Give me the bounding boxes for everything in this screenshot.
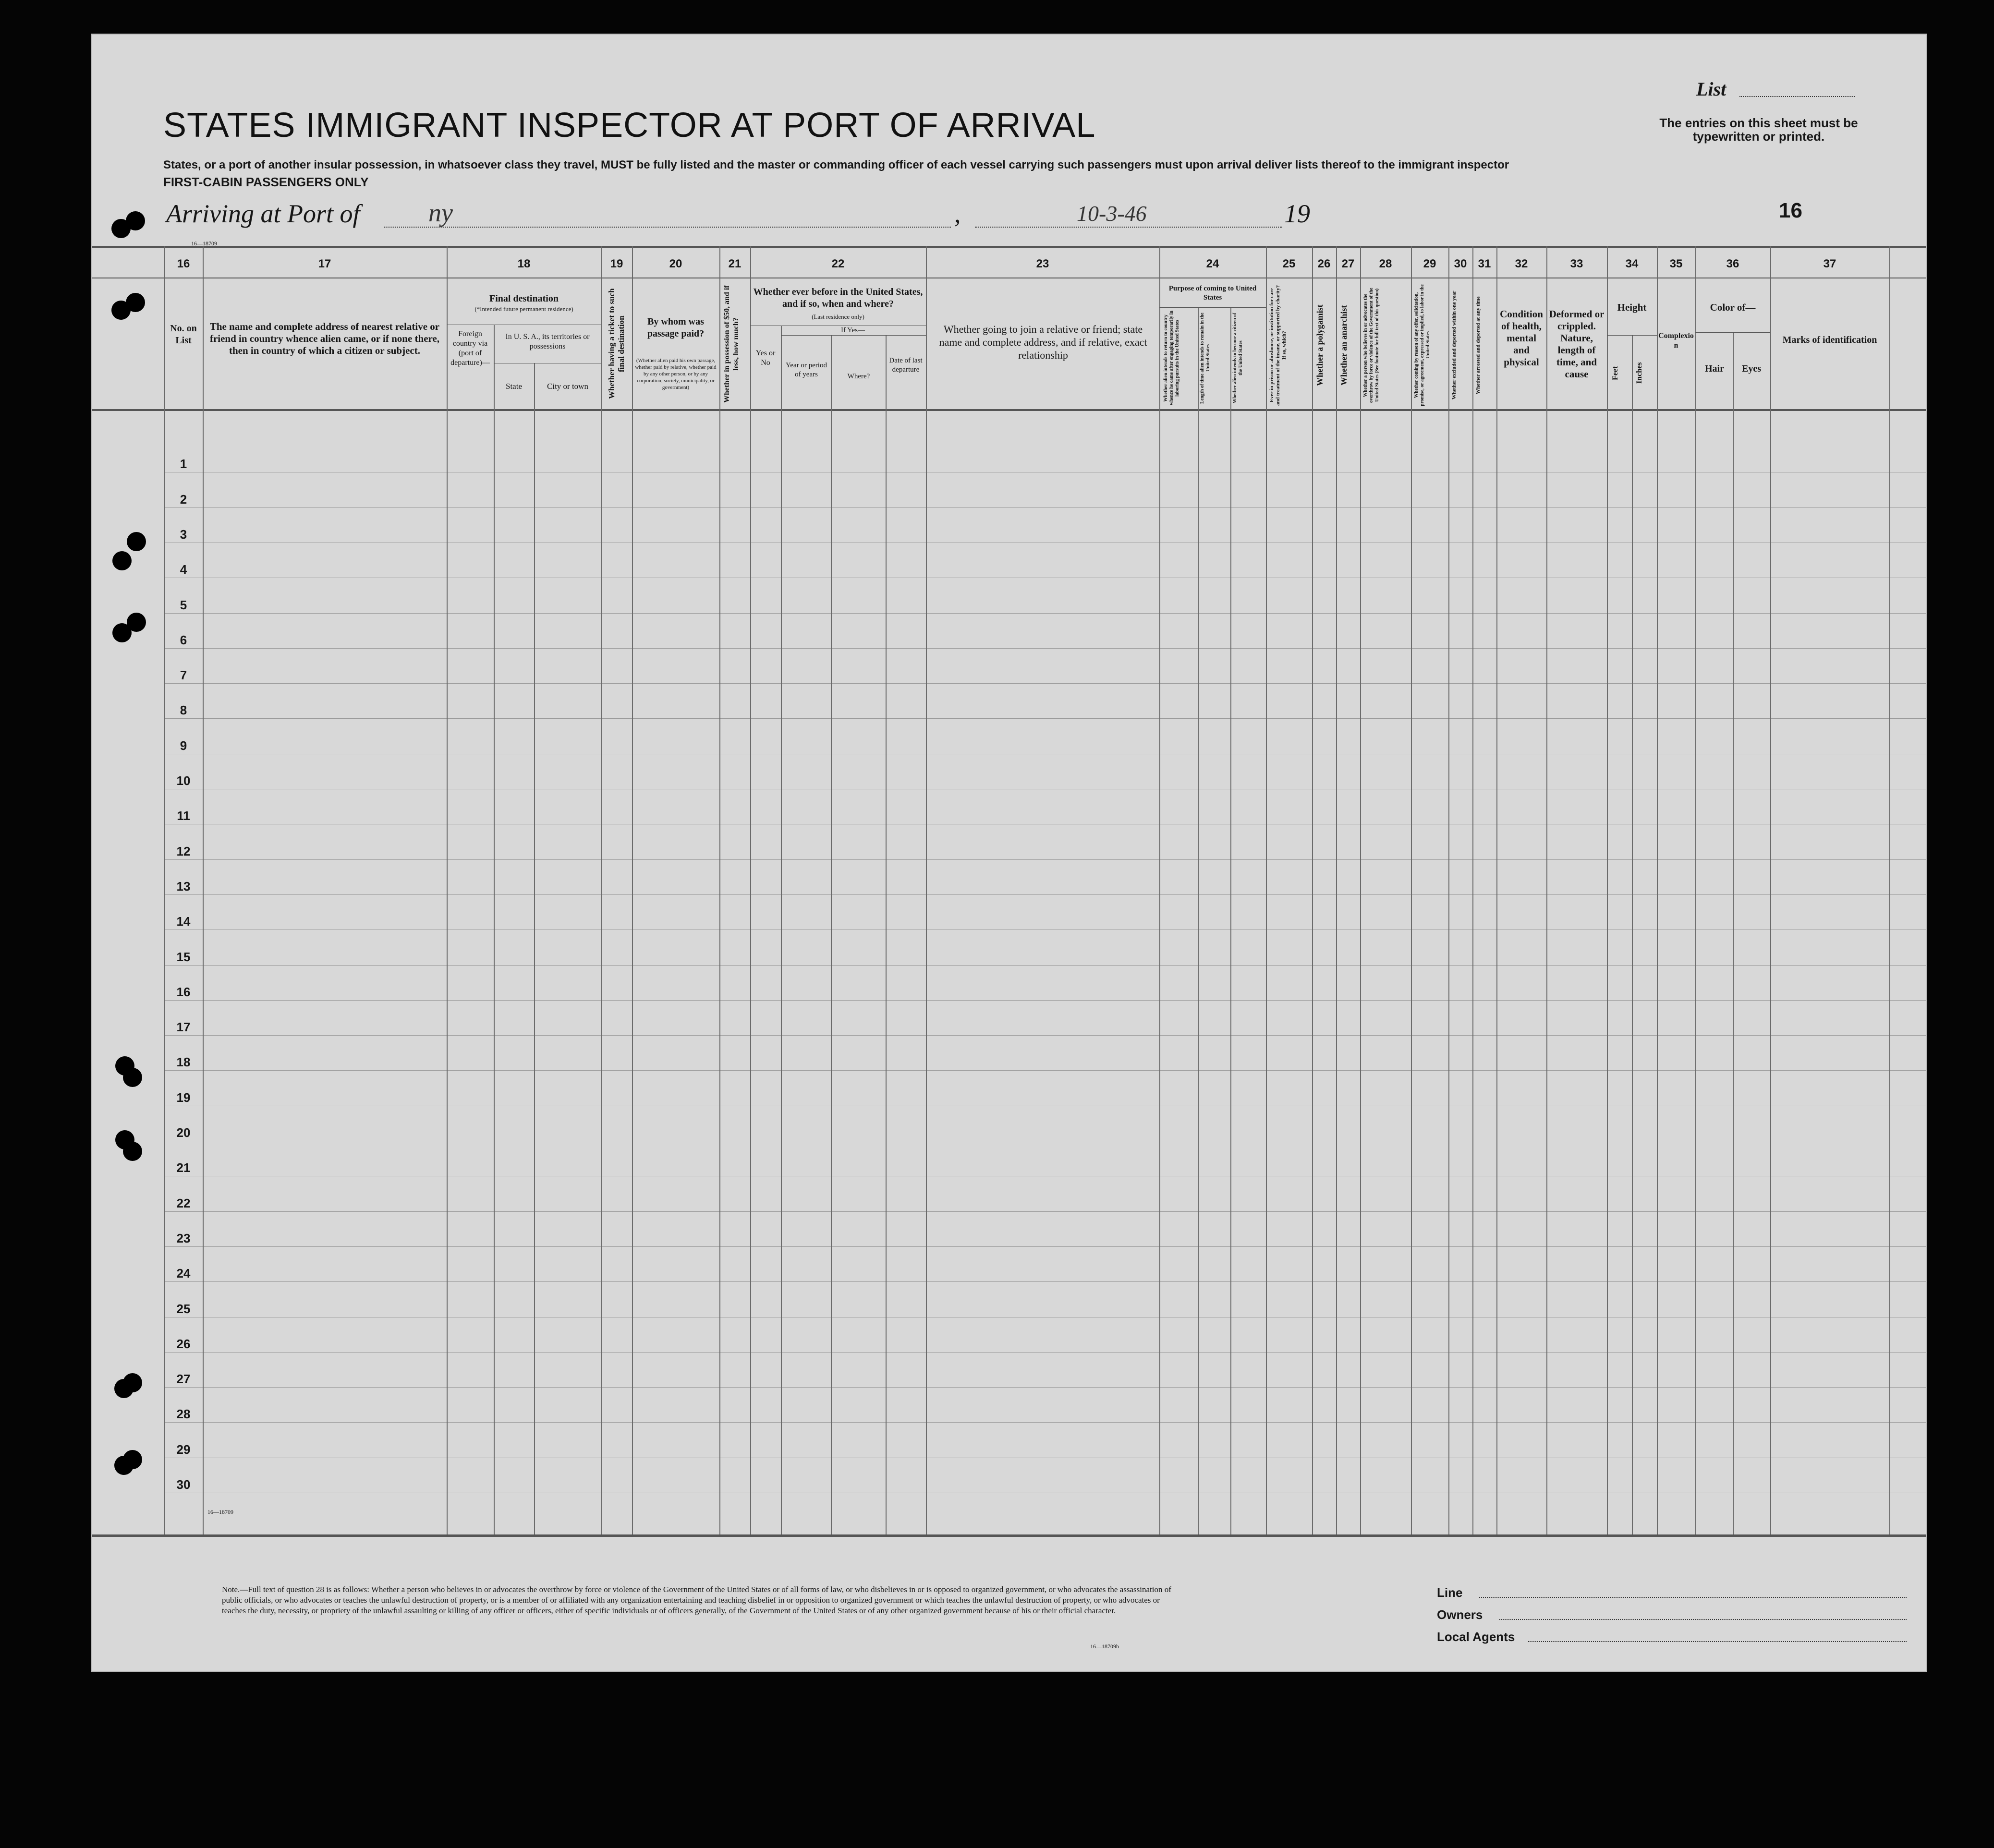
column-number: 16	[177, 257, 190, 270]
header-c31: Whether arrested and deported at any time	[1475, 296, 1481, 394]
column-rule	[1360, 246, 1361, 1534]
row-number: 15	[176, 949, 191, 964]
row-rule	[164, 1387, 1926, 1388]
header-c20-title: By whom was passage paid?	[647, 316, 705, 339]
row-rule	[164, 683, 1926, 684]
header-c18-foreign: Foreign country via (port of departure)—	[450, 330, 490, 367]
row-number: 25	[176, 1301, 191, 1316]
row-number: 5	[180, 597, 187, 612]
row-rule	[164, 1070, 1926, 1071]
c34-subdivider	[1607, 335, 1657, 336]
column-rule	[1448, 246, 1449, 1534]
column-rule	[1733, 332, 1734, 1534]
row-rule	[164, 1211, 1926, 1212]
header-c28: Whether a person who believes in or advocates the overthrow by force or violence of the Government of the United States (See footnote for full text of this question)	[1363, 288, 1380, 403]
column-number: 24	[1206, 257, 1219, 270]
column-rule	[1657, 246, 1658, 1534]
column-number: 26	[1317, 257, 1331, 270]
header-c35: Complexion	[1658, 332, 1694, 350]
column-number: 28	[1379, 257, 1392, 270]
header-c37: Marks of identification	[1782, 335, 1877, 345]
column-rule	[203, 246, 204, 1534]
header-c29: Whether coming by reason of any offer, solicitation, promise, or agreement, expressed or implied, to labor in the United States	[1414, 284, 1431, 406]
c24-subdivider	[1159, 307, 1266, 308]
column-rule	[494, 325, 495, 1534]
header-c33: Deformed or crippled. Nature, length of time, and cause	[1549, 308, 1605, 380]
local-agents-field[interactable]	[1528, 1641, 1907, 1642]
header-c22-ifyes: If Yes—	[840, 326, 865, 334]
c36-subdivider	[1695, 332, 1770, 333]
form-number-lower: 16—18709	[207, 1509, 233, 1515]
column-rule	[1607, 246, 1608, 1534]
arrival-date-value: 10-3-46	[1077, 201, 1147, 226]
row-number: 30	[176, 1477, 191, 1492]
header-c24-title: Purpose of coming to United States	[1168, 285, 1257, 302]
column-number: 21	[728, 257, 742, 270]
column-rule	[601, 246, 602, 1534]
column-number: 27	[1341, 257, 1355, 270]
column-rule	[1336, 246, 1337, 1534]
row-rule	[164, 613, 1926, 614]
header-c24-a: Whether alien intends to return to country whence he came after engaging temporarily in laboring pursuits in the United States	[1163, 311, 1180, 406]
column-rule	[1632, 335, 1633, 1534]
column-number: 31	[1478, 257, 1491, 270]
column-rule	[632, 246, 633, 1534]
row-number: 21	[176, 1160, 191, 1175]
column-number: 36	[1726, 257, 1739, 270]
column-rule	[1198, 307, 1199, 1534]
row-number: 10	[176, 773, 191, 788]
row-rule	[164, 1281, 1926, 1282]
row-number: 16	[176, 984, 191, 999]
row-rule	[164, 894, 1926, 895]
arrival-date-field[interactable]	[975, 227, 1282, 228]
entries-note: The entries on this sheet must be typewritten or printed.	[1659, 116, 1858, 144]
header-c20-sub: (Whether alien paid his own passage, whether paid by relative, whether paid by any other person, or by any corporation, society, municipality, or government)	[635, 358, 717, 390]
row-rule	[164, 1035, 1926, 1036]
column-rule	[926, 246, 927, 1534]
header-c22-where: Where?	[847, 373, 870, 380]
column-rule	[831, 335, 832, 1534]
column-rule	[719, 246, 720, 1534]
punch-hole	[123, 1373, 142, 1392]
sheet-number: 16	[1779, 199, 1802, 222]
column-number: 22	[831, 257, 845, 270]
row-number: 29	[176, 1442, 191, 1457]
header-c16: No. on List	[170, 323, 197, 346]
punch-hole	[123, 1142, 142, 1161]
row-number: 11	[177, 809, 190, 823]
header-c34-inches: Inches	[1635, 362, 1643, 384]
row-number: 28	[176, 1407, 191, 1422]
row-number: 24	[176, 1266, 191, 1281]
header-c36-eyes: Eyes	[1742, 363, 1761, 374]
row-number: 22	[176, 1196, 191, 1210]
header-c36-title: Color of—	[1710, 302, 1756, 313]
header-c18-title: Final destination	[489, 293, 559, 304]
row-number: 19	[176, 1090, 191, 1105]
year-prefix: 19	[1284, 199, 1310, 228]
row-number: 8	[180, 703, 187, 718]
column-rule	[1411, 246, 1412, 1534]
footnote: Note.—Full text of question 28 is as follows: Whether a person who believes in or advocates the overthrow by force or violence of the Government of the United States or of all forms of law, or who disbelieves in or is opposed to organized government, or who advocates the assassination of public officials, or who advocates or teaches the unlawful destruction of property, or is a member of or affiliated with any organization entertaining and teaching disbelief in or opposition to organized government or which teaches the unlawful destruction of property, or who advocates or teaches the duty, necessity, or propriety of the unlawful assaulting or killing of any officer or officers, either of specific individuals or of officers generally, of the Government of the United States or of any other organized government because of his or their official character.	[222, 1585, 1171, 1615]
row-number: 27	[176, 1372, 191, 1387]
punch-hole	[112, 551, 132, 570]
punch-hole	[127, 532, 146, 551]
punch-hole	[126, 293, 145, 312]
column-rule	[534, 363, 535, 1534]
column-rule	[886, 335, 887, 1534]
line-label: Line	[1437, 1585, 1463, 1600]
column-number: 30	[1454, 257, 1467, 270]
header-c32: Condition of health, mental and physical	[1500, 308, 1543, 368]
row-rule	[164, 965, 1926, 966]
arrival-port-label: Arriving at Port of	[166, 199, 360, 228]
row-number: 7	[180, 668, 187, 683]
table-top-border	[92, 246, 1926, 248]
column-rule	[1159, 246, 1160, 1534]
owners-field[interactable]	[1499, 1619, 1907, 1620]
row-number: 18	[176, 1055, 191, 1070]
punch-hole	[127, 613, 146, 632]
local-agents-label: Local Agents	[1437, 1630, 1515, 1644]
column-number: 23	[1036, 257, 1049, 270]
header-c22-period: Year or period of years	[786, 362, 827, 378]
header-c17: The name and complete address of nearest relative or friend in country whence alien came, or if none there, then in country of which a citizen or subject.	[209, 321, 440, 356]
header-bottom-border	[92, 409, 1926, 411]
manifest-sheet	[92, 35, 1926, 1671]
list-label: List	[1696, 78, 1727, 100]
row-number: 14	[176, 914, 191, 929]
row-number: 4	[180, 562, 187, 577]
row-rule	[164, 1352, 1926, 1353]
column-number: 35	[1669, 257, 1683, 270]
column-rule	[750, 246, 751, 1534]
header-c27: Whether an anarchist	[1339, 305, 1349, 386]
row-number: 6	[180, 632, 187, 647]
row-number: 3	[180, 527, 187, 542]
column-number: 33	[1570, 257, 1583, 270]
table-bottom-border	[92, 1534, 1926, 1537]
header-c24-b: Length of time alien intends to remain in the United States	[1200, 313, 1211, 404]
row-rule	[164, 859, 1926, 860]
column-number: 18	[517, 257, 531, 270]
row-number: 26	[176, 1336, 191, 1351]
column-rule	[1889, 246, 1890, 1534]
row-number: 9	[180, 738, 187, 753]
row-number: 20	[176, 1125, 191, 1140]
row-number: 13	[176, 879, 191, 894]
column-rule	[1266, 246, 1267, 1534]
column-number: 32	[1515, 257, 1528, 270]
header-c19: Whether having a ticket to such final destination	[607, 288, 626, 399]
punch-hole	[123, 1450, 142, 1469]
comma-separator: ,	[954, 199, 961, 228]
header-c21: Whether in possession of $50, and if less, how much?	[723, 285, 740, 403]
row-number: 12	[176, 844, 191, 858]
column-rule	[1695, 246, 1696, 1534]
column-number: 34	[1625, 257, 1639, 270]
row-number: 23	[176, 1231, 191, 1245]
column-number: 20	[669, 257, 682, 270]
header-c22-sub: (Last residence only)	[812, 313, 864, 320]
column-rule	[1546, 246, 1547, 1534]
column-rule	[1770, 246, 1771, 1534]
column-rule	[1230, 307, 1231, 1534]
row-rule	[164, 1000, 1926, 1001]
header-c22-title: Whether ever before in the United States, and if so, when and where?	[753, 287, 923, 309]
column-rule	[781, 326, 782, 1534]
header-c26: Whether a polygamist	[1315, 304, 1325, 386]
row-rule	[164, 718, 1926, 719]
page-title: STATES IMMIGRANT INSPECTOR AT PORT OF ARRIVAL	[163, 106, 1096, 145]
column-number: 25	[1282, 257, 1296, 270]
header-c23: Whether going to join a relative or friend; state name and complete address, and if relative, exact relationship	[939, 323, 1147, 361]
header-c22-yesno: Yes or No	[755, 349, 776, 367]
header-c18-sub: (*Intended future permanent residence)	[474, 305, 573, 313]
footnote-form-number: 16—18709b	[1090, 1643, 1119, 1650]
column-number: 37	[1823, 257, 1836, 270]
column-rule	[1472, 246, 1473, 1534]
column-rule	[1312, 246, 1313, 1534]
punch-hole	[126, 211, 145, 230]
header-c34-feet: Feet	[1611, 366, 1619, 380]
owners-label: Owners	[1437, 1607, 1483, 1622]
punch-hole	[123, 1068, 142, 1087]
row-number: 1	[180, 457, 187, 471]
instruction-text: States, or a port of another insular possession, in whatsoever class they travel, MUST be fully listed and the master or commanding officer of each vessel carrying such passengers must upon arrival deliver lists thereof to the immigrant inspector	[163, 158, 1509, 171]
header-c18-state: State	[506, 382, 522, 391]
header-c22-date: Date of last departure	[889, 357, 923, 374]
column-rule	[1496, 246, 1497, 1534]
column-number: 17	[318, 257, 331, 270]
column-rule	[164, 246, 165, 1534]
header-c24-c: Whether alien intends to become a citizen of the United States	[1232, 313, 1243, 404]
form-number: 16—18709	[191, 240, 217, 247]
arrival-port-field[interactable]	[384, 227, 951, 228]
header-c18-usa: In U. S. A., its territories or possessions	[505, 333, 590, 350]
header-c34-title: Height	[1617, 302, 1647, 313]
row-number: 17	[176, 1020, 191, 1035]
header-c18-city: City or town	[547, 382, 588, 391]
header-c30: Whether excluded and deported within one year	[1451, 290, 1457, 400]
row-rule	[164, 648, 1926, 649]
line-field[interactable]	[1479, 1597, 1907, 1598]
arrival-port-value: ny	[428, 198, 453, 227]
column-number: 29	[1423, 257, 1436, 270]
row-rule	[164, 507, 1926, 508]
subtitle: FIRST-CABIN PASSENGERS ONLY	[163, 175, 369, 189]
column-rule	[447, 246, 448, 1534]
column-number: 19	[610, 257, 623, 270]
row-number: 2	[180, 492, 187, 507]
row-rule	[164, 1246, 1926, 1247]
header-c36-hair: Hair	[1705, 363, 1724, 374]
header-c25: Ever in prison or almshouse, or institution for care and treatment of the insane, or supported by charity? If so, which?	[1269, 285, 1287, 406]
list-number-field[interactable]	[1739, 96, 1855, 97]
row-rule	[164, 1422, 1926, 1423]
